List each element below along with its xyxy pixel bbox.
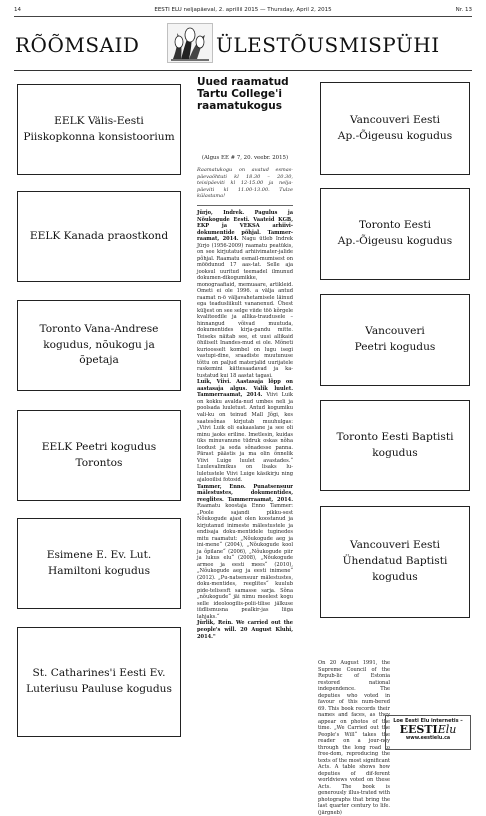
entry-title: Luik, Viivi. Aastasaja lõpp on aastasaja algus. Valik luulet. Tammerraamat, 2014.: [197, 379, 293, 399]
article-rule: [197, 205, 293, 206]
entry-1: [197, 210, 293, 379]
entry-title: Jürjo, Indrek. Pagulus ja Nõukogude Eesti. Vaateid KGB, EKP ja VEKSA arhiivi-dokumentide põhjal. Tammer-raamat, 2014.: [197, 210, 293, 243]
greeting-box-left-2: EELK Kanada praostkond: [17, 191, 181, 282]
page-number: 14: [14, 7, 21, 13]
title-rule: [14, 70, 472, 71]
page-header: [14, 5, 472, 16]
greeting-box-left-1: EELK Välis-Eesti Piiskopkonna konsistoorium: [17, 84, 181, 175]
entry-text: Viivi Luik on kokku avalda-nud umbes neli ja poolsada luuletust. Antud kogumiku vali-ku on teinud Mall Jõgi, kes saatesõnas kirjutab muuhulgas: „Viivi Luik oli eakaaslane ja see oli minu jaoks eriline. Imetlesin, kuidas üks minuvanune tüdruk oskas nõha loodust ja seda sõnadesse panna. Pärast päästis ja ma olin õnnelik Viivi Luige luulet avastades.“ Luulevalimikus on lisaks lu-luletustele Viivi Luige käsikirju ning ajalooilisi fotosid.: [197, 392, 294, 484]
eesti-elu-logo: EESTIElu: [399, 723, 457, 736]
article-continuation-1: [318, 660, 390, 816]
greeting-box-right-1: Vancouveri Eesti Ap.-Õigeusu kogudus: [320, 82, 470, 175]
greeting-box-right-3: Vancouveri Peetri kogudus: [320, 294, 470, 386]
header-rule: [14, 16, 472, 17]
eesti-elu-ad[interactable]: [385, 715, 471, 750]
greeting-box-right-4: Toronto Eesti Baptisti kogudus: [320, 400, 470, 491]
article-source: (Algus EE # 7, 20. veebr. 2015): [201, 155, 289, 161]
greeting-box-right-2: Toronto Eesti Ap.-Õigeusu kogudus: [320, 188, 470, 280]
entry-2: [197, 379, 293, 483]
lily-flower-icon: [167, 23, 213, 63]
article-headline: Uued raamatud Tartu College'i raamatukogus: [197, 76, 289, 112]
entry-text: Raamatu koostaja Enno Tammer: „Poole sajandi pikku-sest Nõukogude ajast olen koostanud ja kirjutanud inimeste mälestustele ja endisaja doku-mentidele tuginedes mitu raamatut: „Nõukogude aeg ja ini-mene“ (2004), „Nõukogude kool ja õpilane“ (2006), „Nõukogude piir ja lukus elu“ (2008), „Nõukogude armee ja eesti mees“ (2010), „Nõukogude aeg ja eesti inimene“ (2012). „Pu-natsensuur mälestustes, doku-mentides, reeglites“ kuulub pide-telisesft samasse sarja. Sõna „nõukogude“ jäi nimu meelest kogu selle ideoloogilis-polii-tilise jälkuse iüdlismusna pealkir-jas liiga lahjaks.“: [197, 503, 293, 620]
library-hours: Raamatukogu on avatud esmas-päevaöhtuti kl 18.30 – 20.30, teisipäeviti kl 12-15.00 ja nelja-päeviti kl 11.00-13.00. Tulze külastama!: [197, 167, 293, 199]
entry-4-title-part: [197, 620, 293, 640]
page-title-right: ÜLESTÕUSMISPÜHI: [216, 33, 440, 57]
greeting-box-left-4: EELK Peetri kogudus Torontos: [17, 410, 181, 501]
greeting-box-left-5: Esimene E. Ev. Lut. Hamiltoni kogudus: [17, 518, 181, 609]
page-title-left: RÕÕMSAID: [15, 33, 140, 57]
greeting-box-left-6: St. Catharines'i Eesti Ev. Luteriusu Pauluse kogudus: [17, 627, 181, 737]
greeting-box-left-3: Toronto Vana-Andrese kogudus, nõukogu ja õpetaja: [17, 300, 181, 391]
article-body: [197, 210, 293, 746]
entry-title: Jürlik, Rein. We carried out the people's will. 20 August Kluhi, 2014.": [197, 620, 293, 640]
greeting-box-right-5: Vancouveri Eesti Ühendatud Baptisti kogudus: [320, 506, 470, 618]
ad-tagline: Loe Eesti Elu internetis –: [393, 718, 463, 724]
entry-text: On 20 August 1991, the Supreme Council of the Repub-lic of Estonia restored national independence. The deputies who voted in favour of this num-bered 69. This book records their names and faces, as they appear on photos of the time. „We Carried out the People's Will“ takes the reader on a jour-ney through the long road to free-dom, reproducing the texts of the most significant Acts. A table shows how deputies of dif-ferent worldviews voted on these Acts. The book is generously illus-trated with photographs that bring the last quarter century to life. (järgneb): [318, 660, 390, 816]
ad-url[interactable]: www.eestielu.ca: [405, 736, 451, 742]
entry-text: Nagu ütleb Indrek Jürjo (1956-2009) raamatu peatükis, on see kirjutatud arhiivimater-jalide põhjal. Raamatu esmail-mumisest on möödunud 17 aas-tat. Selle aja jooksul uuritud teemadel ilmunud dokumen-dikogumikke, monograafiaid, memuaare, artikleid. Ometi ei ole 1996. a välja antud raamat n-ö väljavahetamisele läinud ega teadusliikult vananenud. Ühest küljest on see selge viide töö kõrgele kvaliteedile ja allika-traudusele – hinnangud võivad muutuda, dokumentides kirja-pandu mitte. Teiseks näitab see, et uusi allikaid öhiliselt Inandes-mud ei ole. Mõneti kurioosselt kombel on lugu isegi vastupi-dine, sraadiste muutunuse tõttu on paljud materjalid uurijatele raskemini kättesaadavad ja ka-tustatud kui 18 aastat tagasi.: [197, 236, 293, 379]
masthead-line: EESTI ELU neljapäeval, 2. aprillil 2015 — Thursday, April 2, 2015: [154, 7, 332, 13]
entry-title: Tammer, Enno. Punatsensuur mälestustes, dokumentides, reeglites. Tammerraamat, 2014.: [197, 483, 293, 503]
issue-number: Nr. 13: [455, 7, 472, 13]
entry-3: [197, 484, 293, 621]
